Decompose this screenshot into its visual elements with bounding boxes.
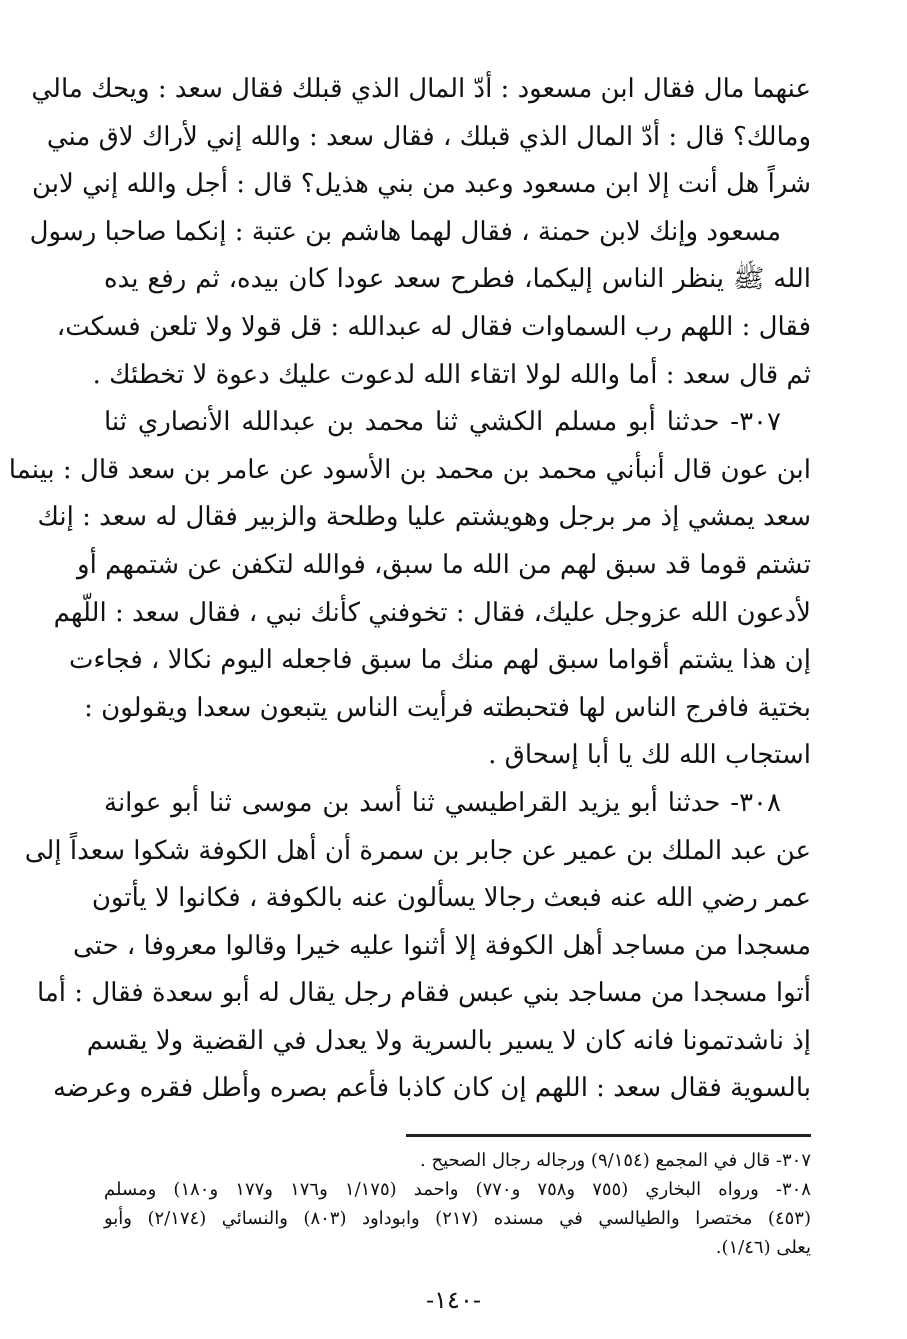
text-line: مسجدا من مساجد أهل الكوفة إلا أثنوا عليه خيرا وقالوا معروفا ، حتى xyxy=(73,930,811,961)
hadith-308-heading-line: ٣٠٨- حدثنا أبو يزيد القراطيسي ثنا أسد بن موسى ثنا أبو عوانة xyxy=(104,787,781,818)
text-line: عن عبد الملك بن عمير عن جابر بن سمرة أن أهل الكوفة شكوا سعداً إلى xyxy=(24,835,811,866)
text-line: مسعود وإنك لابن حمنة ، فقال لهما هاشم بن عتبة : إنكما صاحبا رسول xyxy=(29,216,781,247)
text-line: ابن عون قال أنبأني محمد بن محمد بن الأسود عن عامر بن سعد قال : بينما xyxy=(8,454,811,485)
footnote-308-line: ٣٠٨- ورواه البخاري (٧٥٥ و٧٥٨ و٧٧٠) واحمد (١/١٧٥ و١٧٦ و١٧٧ و١٨٠) ومسلم xyxy=(104,1179,811,1200)
footnote-308-line: (٤٥٣) مختصرا والطيالسي في مسنده (٢١٧) وابوداود (٨٠٣) والنسائي (٢/١٧٤) وأبو xyxy=(104,1208,812,1229)
text-line: تشتم قوما قد سبق لهم من الله ما سبق، فوالله لتكفن عن شتمهم أو xyxy=(77,549,811,580)
text-line: سعد يمشي إذ مر برجل وهويشتم عليا وطلحة والزبير فقال له سعد : إنك xyxy=(37,502,811,533)
footnote-308-line: يعلى (١/٤٦). xyxy=(715,1237,811,1258)
text-line: استجاب الله لك يا أبا إسحاق . xyxy=(488,740,811,771)
hadith-307-heading-line: ٣٠٧- حدثنا أبو مسلم الكشي ثنا محمد بن عبدالله الأنصاري ثنا xyxy=(104,407,781,438)
text-line: الله ﷺ ينظر الناس إليكما، فطرح سعد عودا كان بيده، ثم رفع يده xyxy=(104,264,811,295)
text-line: فقال : اللهم رب السماوات فقال له عبدالله : قل قولا ولا تلعن فسكت، xyxy=(56,311,811,342)
footnote-307: ٣٠٧- قال في المجمع (٩/١٥٤) ورجاله رجال الصحيح . xyxy=(420,1150,811,1171)
footnotes xyxy=(104,1146,811,1262)
text-line: شراً هل أنت إلا ابن مسعود وعبد من بني هذيل؟ قال : أجل والله إني لابن xyxy=(31,169,811,200)
text-line: أتوا مسجدا من مساجد بني عبس فقام رجل يقال له أبو سعدة فقال : أما xyxy=(36,978,811,1009)
text-line: ثم قال سعد : أما والله لولا اتقاء الله لدعوت عليك دعوة لا تخطئك . xyxy=(92,359,811,390)
text-line: بختية فافرج الناس لها فتحبطته فرأيت الناس يتبعون سعدا ويقولون : xyxy=(84,692,811,723)
main-text xyxy=(8,66,811,1113)
text-line: عمر رضي الله عنه فبعث رجالا يسألون عنه بالكوفة ، فكانوا لا يأتون xyxy=(91,883,811,914)
footnote-divider xyxy=(406,1134,811,1137)
text-line: لأدعون الله عزوجل عليك، فقال : تخوفني كأنك نبي ، فقال سعد : اللّهم xyxy=(53,597,811,628)
text-line: ومالك؟ قال : أدّ المال الذي قبلك ، فقال سعد : والله إني لأراك لاق مني xyxy=(46,121,811,152)
text-line: إن هذا يشتم أقواما سبق لهم منك ما سبق فاجعله اليوم نكالا ، فجاءت xyxy=(68,645,811,676)
text-line: عنهما مال فقال ابن مسعود : أدّ المال الذي قبلك فقال سعد : ويحك مالي xyxy=(31,74,811,104)
text-line: بالسوية فقال سعد : اللهم إن كان كاذبا فأعم بصره وأطل فقره وعرضه xyxy=(52,1073,811,1104)
page-number: -١٤٠- xyxy=(426,1286,481,1314)
text-line: إذ ناشدتمونا فانه كان لا يسير بالسرية ولا يعدل في القضية ولا يقسم xyxy=(86,1025,811,1056)
